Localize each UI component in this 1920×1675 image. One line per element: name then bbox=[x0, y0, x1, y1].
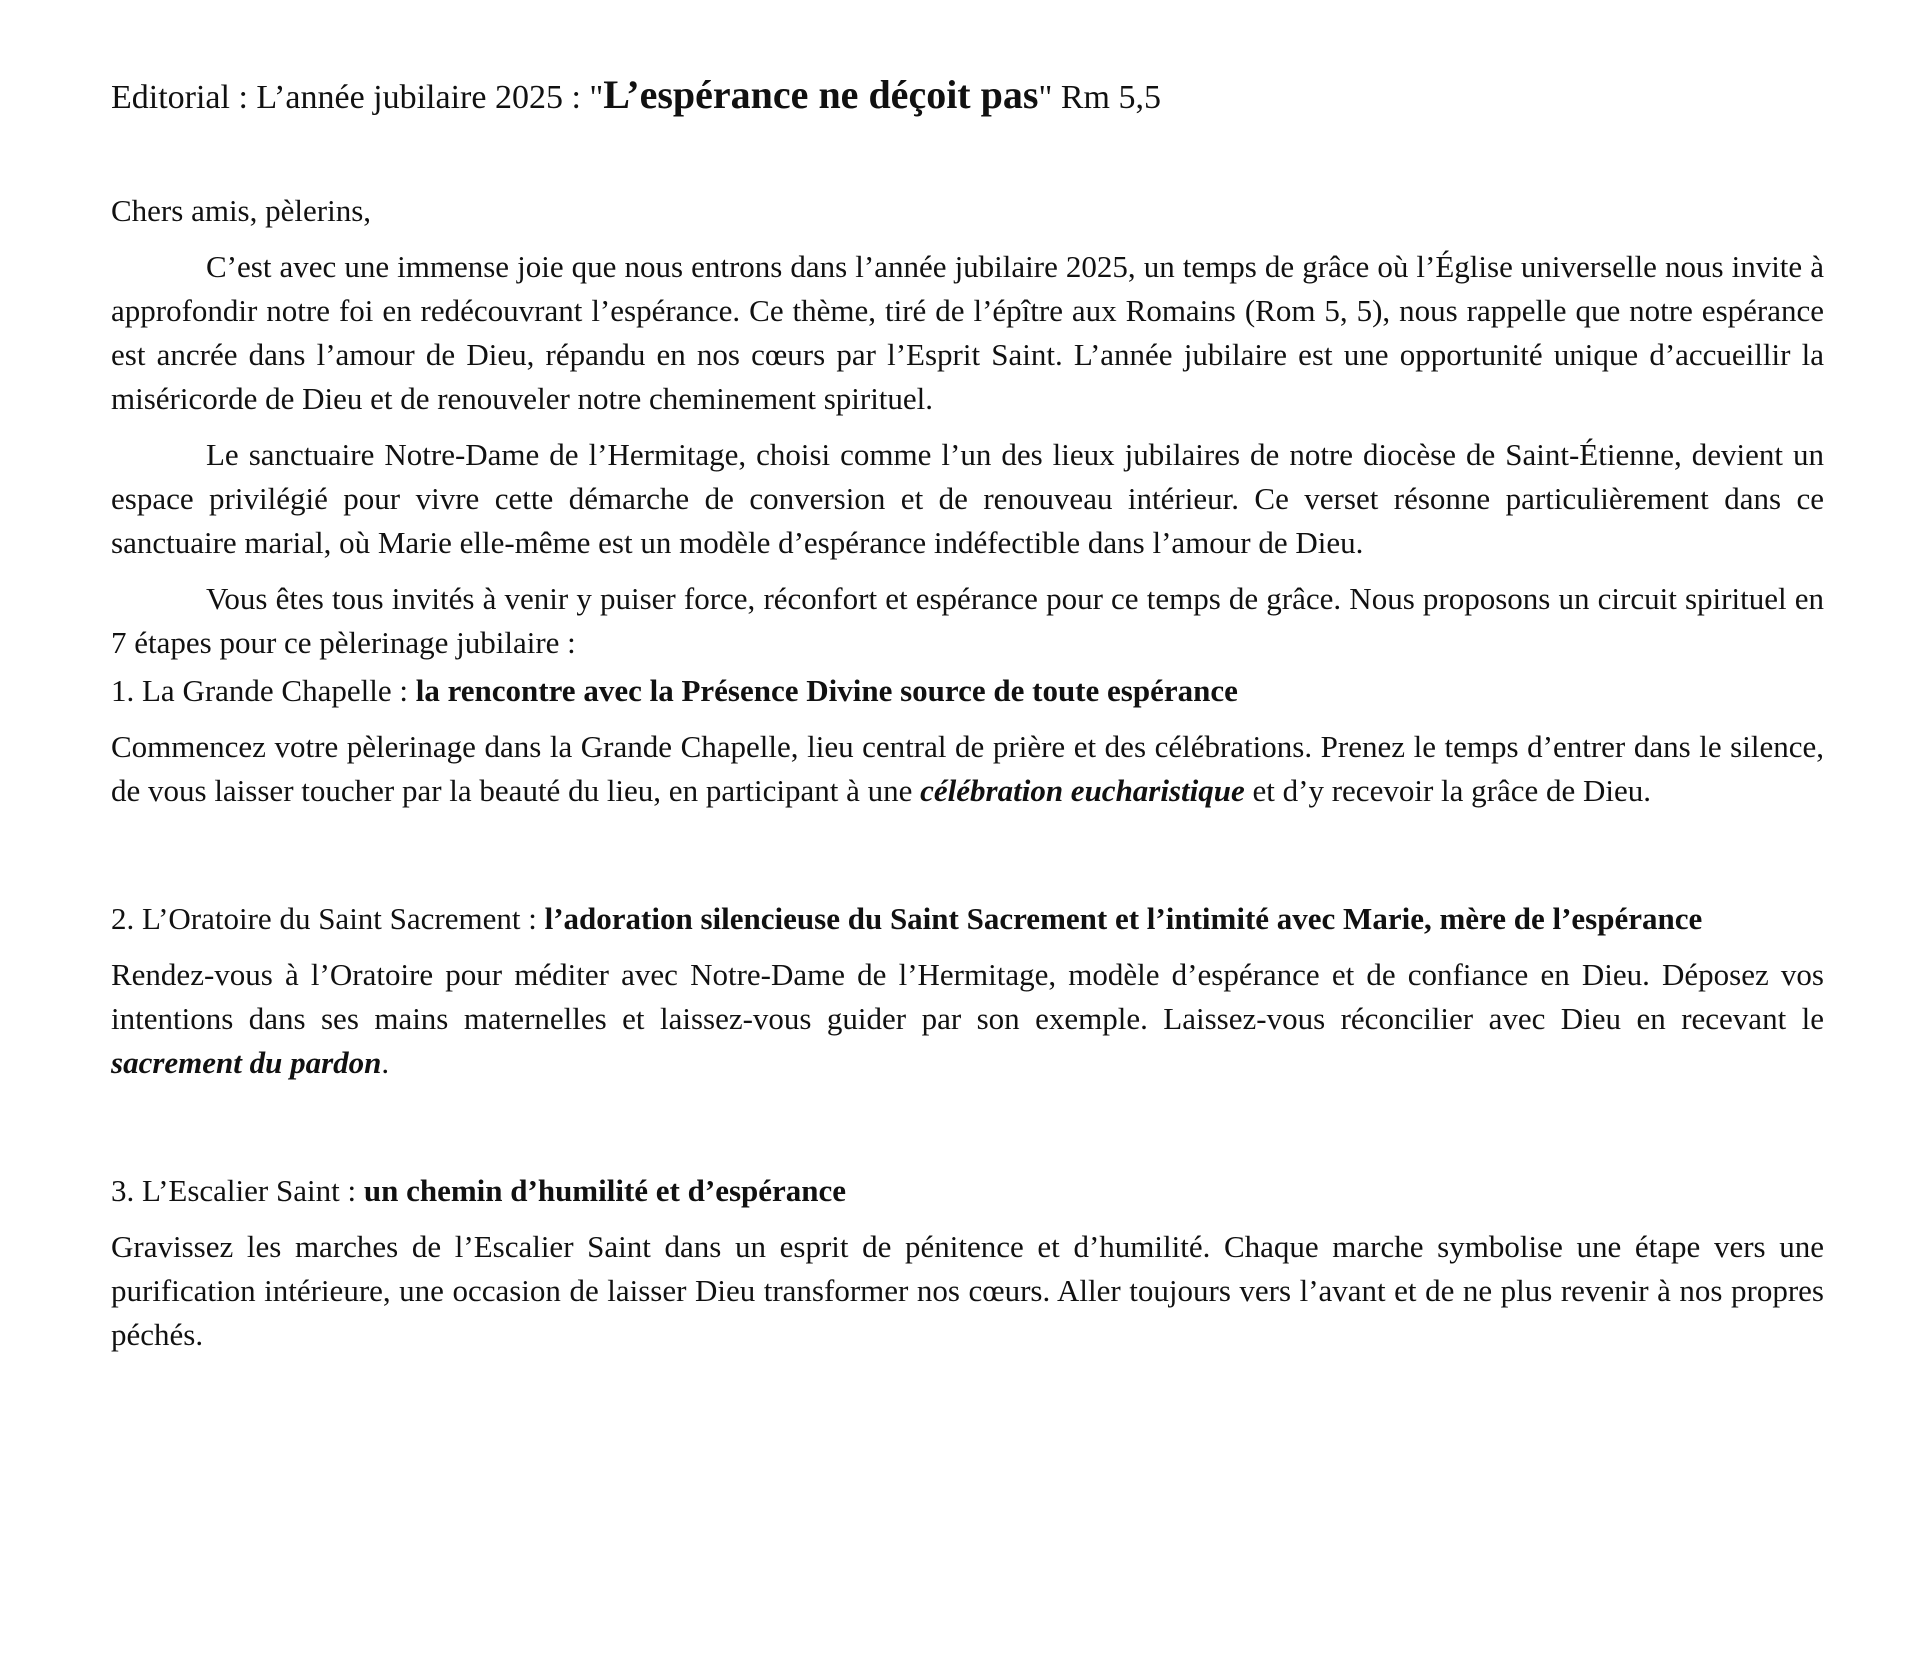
section-body-2-text: Rendez-vous à l’Oratoire pour méditer avec Notre-Dame de l’Hermitage, modèle d’espérance et de confiance en Dieu. Déposez vos intentions dans ses mains maternelles et laissez-vous guider par son exemple. Laissez-vous réconcilier avec Dieu en recevant le bbox=[111, 957, 1824, 1036]
section-body-2-end: . bbox=[381, 1045, 390, 1080]
section-body-2 bbox=[111, 953, 1824, 1085]
editorial-title bbox=[111, 72, 1824, 121]
section-body-1-end: et d’y recevoir la grâce de Dieu. bbox=[1244, 773, 1652, 808]
section-heading-2-label: 2. L’Oratoire du Saint Sacrement : bbox=[111, 901, 545, 936]
section-body-1 bbox=[111, 725, 1824, 813]
section-body-3-text: Gravissez les marches de l’Escalier Saint dans un esprit de pénitence et d’humilité. Chaque marche symbolise une étape vers une purification intérieure, une occasion de laisser Dieu transformer nos cœurs. Aller toujours vers l’avant et de ne plus revenir à nos propres péchés. bbox=[111, 1229, 1824, 1352]
section-heading-1-label: 1. La Grande Chapelle : bbox=[111, 673, 416, 708]
title-quote: L’espérance ne déçoit pas bbox=[603, 72, 1039, 117]
section-heading-3-title: un chemin d’humilité et d’espérance bbox=[363, 1173, 847, 1208]
intro-paragraph-2: Le sanctuaire Notre-Dame de l’Hermitage, choisi comme l’un des lieux jubilaires de notre diocèse de Saint-Étienne, devient un espace privilégié pour vivre cette démarche de conversion et de renouveau intérieur. Ce verset résonne particulièrement dans ce sanctuaire marial, où Marie elle-même est un modèle d’espérance indéfectible dans l’amour de Dieu. bbox=[111, 437, 1824, 560]
section-spacer bbox=[111, 825, 1824, 897]
title-suffix: " Rm 5,5 bbox=[1038, 79, 1161, 116]
section-heading-1-title: la rencontre avec la Présence Divine source de toute espérance bbox=[415, 673, 1238, 708]
section-body-3 bbox=[111, 1225, 1824, 1357]
greeting: Chers amis, pèlerins, bbox=[111, 193, 372, 228]
section-heading-2-title: l’adoration silencieuse du Saint Sacrement et l’intimité avec Marie, mère de l’espérance bbox=[544, 901, 1703, 936]
intro-paragraph-3: Vous êtes tous invités à venir y puiser force, réconfort et espérance pour ce temps de grâce. Nous proposons un circuit spirituel en 7 étapes pour ce pèlerinage jubilaire : bbox=[111, 581, 1824, 660]
section-body-1-emphasis: célébration eucharistique bbox=[920, 773, 1245, 808]
section-heading-2 bbox=[111, 897, 1824, 941]
section-heading-3 bbox=[111, 1169, 1824, 1213]
section-body-1-text: Commencez votre pèlerinage dans la Grande Chapelle, lieu central de prière et des célébrations. Prenez le temps d’entrer dans le silence, de vous laisser toucher par la beauté du lieu, en participant à une bbox=[111, 729, 1824, 808]
title-prefix: Editorial : L’année jubilaire 2025 : " bbox=[111, 79, 604, 116]
document-page bbox=[111, 72, 1824, 1369]
section-heading-3-label: 3. L’Escalier Saint : bbox=[111, 1173, 364, 1208]
intro-paragraph-1: C’est avec une immense joie que nous entrons dans l’année jubilaire 2025, un temps de grâce où l’Église universelle nous invite à approfondir notre foi en redécouvrant l’espérance. Ce thème, tiré de l’épître aux Romains (Rom 5, 5), nous rappelle que notre espérance est ancrée dans l’amour de Dieu, répandu en nos cœurs par l’Esprit Saint. L’année jubilaire est une opportunité unique d’accueillir la miséricorde de Dieu et de renouveler notre cheminement spirituel. bbox=[111, 249, 1824, 416]
section-body-2-emphasis: sacrement du pardon bbox=[111, 1045, 382, 1080]
section-spacer bbox=[111, 1097, 1824, 1169]
section-heading-1 bbox=[111, 669, 1824, 713]
